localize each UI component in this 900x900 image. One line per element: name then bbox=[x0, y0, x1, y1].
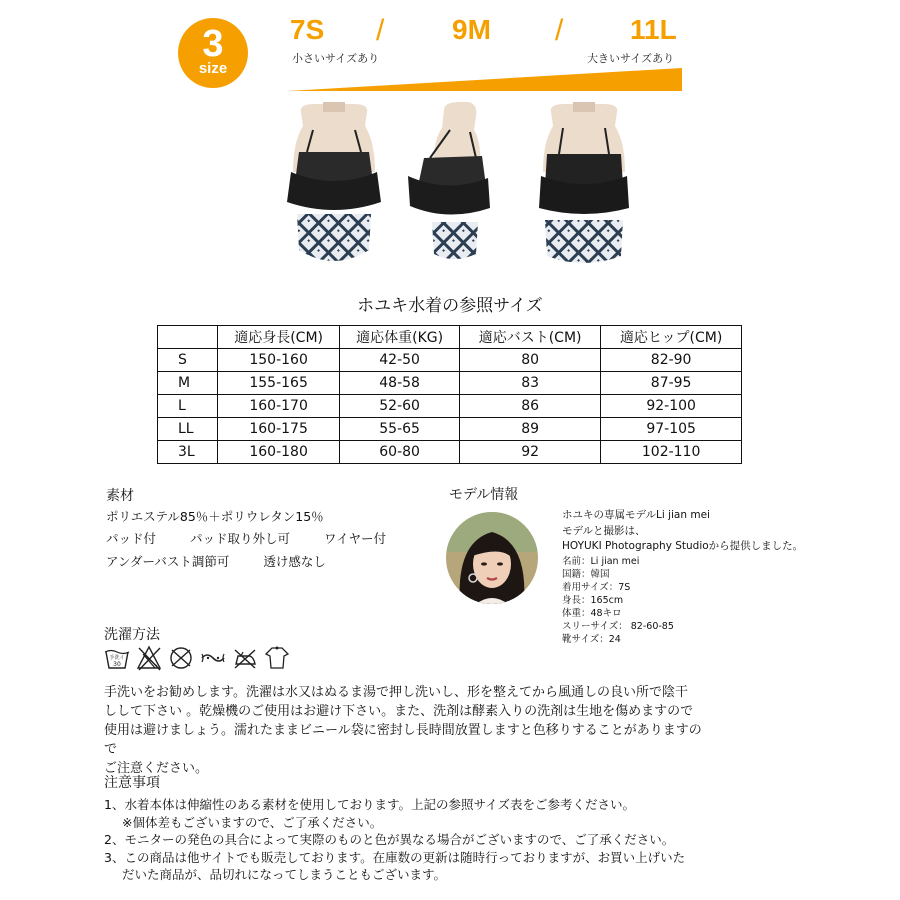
table-cell: 52-60 bbox=[340, 395, 460, 418]
no-iron-icon bbox=[232, 644, 258, 672]
size-count-number: 3 bbox=[202, 23, 224, 65]
size-label-9m: 9M bbox=[452, 14, 491, 45]
size-label-11l: 11L bbox=[630, 14, 677, 45]
washing-heading: 洗濯方法 bbox=[104, 627, 160, 643]
table-row bbox=[158, 418, 742, 441]
size-table-title: ホユキ水着の参照サイズ bbox=[357, 296, 543, 316]
washing-text-line: しして下さい 。乾燥機のご使用はお避け下さい。また、洗剤は酵素入りの洗剤は生地を傷めますので bbox=[104, 704, 694, 719]
caution-heading: 注意事項 bbox=[104, 775, 160, 791]
size-count-word: size bbox=[198, 60, 228, 77]
model-spec-line: 着用サイズ：7S bbox=[562, 581, 631, 593]
large-size-note: 大きいサイズあり bbox=[587, 52, 675, 65]
washing-text-line: 使用は避けましょう。濡れたままビニール袋に密封し長時間放置しますと色移りすることがありますので bbox=[104, 723, 702, 757]
size-table bbox=[157, 325, 742, 464]
table-cell: 150-160 bbox=[218, 349, 340, 372]
hand-wash-temp: 30 bbox=[113, 661, 121, 668]
table-cell: 3L bbox=[158, 441, 218, 464]
table-row bbox=[158, 441, 742, 464]
table-cell: L bbox=[158, 395, 218, 418]
table-cell: LL bbox=[158, 418, 218, 441]
model-info-heading: モデル情報 bbox=[449, 487, 519, 503]
product-photo-back bbox=[529, 102, 639, 270]
table-cell: 92 bbox=[459, 441, 600, 464]
table-cell: 160-170 bbox=[218, 395, 340, 418]
table-cell: 155-165 bbox=[218, 372, 340, 395]
table-cell: 80 bbox=[459, 349, 600, 372]
feature-label: ワイヤー付 bbox=[324, 531, 387, 546]
table-cell: 102-110 bbox=[601, 441, 742, 464]
product-photo-side bbox=[404, 102, 514, 270]
table-cell: 87-95 bbox=[601, 372, 742, 395]
caution-line: 3、この商品は他サイトでも販売しております。在庫数の更新は随時行っておりますが、お買い上げいた bbox=[104, 849, 686, 865]
table-cell: 83 bbox=[459, 372, 600, 395]
model-avatar bbox=[446, 512, 538, 604]
size-count-badge bbox=[178, 18, 248, 88]
table-cell: 97-105 bbox=[601, 418, 742, 441]
caution-line: だいた商品が、品切れになってしまうこともございます。 bbox=[122, 867, 447, 882]
table-header-row bbox=[158, 326, 742, 349]
model-intro-line: HOYUKI Photography Studioから提供しました。 bbox=[562, 540, 804, 552]
material-composition: ポリエステル85％＋ポリウレタン15％ bbox=[106, 509, 324, 524]
caution-line: ※個体差もございますので、ご了承ください。 bbox=[122, 814, 383, 830]
table-cell: 92-100 bbox=[601, 395, 742, 418]
table-row bbox=[158, 349, 742, 372]
product-photo-front bbox=[279, 102, 389, 270]
washing-instructions bbox=[104, 683, 704, 778]
hand-wash-30-icon bbox=[104, 644, 130, 672]
material-features-row bbox=[106, 552, 360, 570]
feature-label: パッド付 bbox=[106, 531, 157, 546]
small-size-note: 小さいサイズあり bbox=[292, 52, 380, 65]
size-separator: / bbox=[376, 14, 385, 47]
table-cell: S bbox=[158, 349, 218, 372]
feature-label: パッド取り外し可 bbox=[190, 531, 291, 546]
model-spec-line: 国籍：韓国 bbox=[562, 568, 610, 580]
table-cell: 89 bbox=[459, 418, 600, 441]
feature-label: 透け感なし bbox=[263, 554, 326, 569]
model-info-text bbox=[562, 508, 803, 646]
table-row bbox=[158, 395, 742, 418]
model-spec-line: 名前：Li jian mei bbox=[562, 555, 640, 567]
model-intro-line: ホユキの専属モデルLi jian mei bbox=[562, 509, 710, 521]
caution-line: 2、モニターの発色の具合によって実際のものと色が異なる場合がございますので、ご了承ください。 bbox=[104, 832, 675, 847]
model-spec-line: 体重：48キロ bbox=[562, 607, 622, 619]
table-header-cell: 適応バスト(CM) bbox=[459, 326, 600, 349]
model-spec-line: 靴サイズ：24 bbox=[562, 633, 621, 645]
model-spec-line: 身長：165cm bbox=[562, 594, 624, 606]
hand-wash-label: 手洗イ bbox=[109, 655, 125, 661]
table-cell: M bbox=[158, 372, 218, 395]
wring-gently-icon bbox=[200, 644, 226, 672]
table-row bbox=[158, 372, 742, 395]
table-header-cell: 適応ヒップ(CM) bbox=[601, 326, 742, 349]
care-icons bbox=[104, 644, 290, 674]
table-cell: 160-175 bbox=[218, 418, 340, 441]
table-cell: 86 bbox=[459, 395, 600, 418]
feature-label: アンダーバスト調節可 bbox=[106, 554, 230, 569]
hang-dry-icon bbox=[264, 644, 290, 672]
model-spec-line: スリーサイズ： 82-60-85 bbox=[562, 620, 674, 632]
model-intro-line: モデルと撮影は、 bbox=[562, 524, 646, 537]
table-header-cell bbox=[158, 326, 218, 349]
caution-line: 1、水着本体は伸縮性のある素材を使用しております。上記の参照サイズ表をご参考ください。 bbox=[104, 797, 635, 812]
table-header-cell: 適応体重(KG) bbox=[340, 326, 460, 349]
no-bleach-icon bbox=[136, 644, 162, 672]
table-cell: 60-80 bbox=[340, 441, 460, 464]
size-range-wedge bbox=[288, 68, 682, 91]
material-features-row bbox=[106, 529, 420, 547]
no-dryer-icon bbox=[168, 644, 194, 672]
washing-text-line: 手洗いをお勧めします。洗濯は水又はぬるま湯で押し洗いし、形を整えてから風通しの良い所で陰干 bbox=[104, 685, 688, 700]
table-cell: 160-180 bbox=[218, 441, 340, 464]
table-cell: 82-90 bbox=[601, 349, 742, 372]
table-cell: 42-50 bbox=[340, 349, 460, 372]
material-heading: 素材 bbox=[106, 488, 134, 504]
washing-text-line: ご注意ください。 bbox=[104, 761, 209, 776]
table-header-cell: 適応身長(CM) bbox=[218, 326, 340, 349]
size-label-7s: 7S bbox=[290, 14, 325, 45]
caution-list bbox=[104, 796, 744, 884]
table-cell: 48-58 bbox=[340, 372, 460, 395]
table-cell: 55-65 bbox=[340, 418, 460, 441]
size-separator: / bbox=[555, 14, 564, 47]
